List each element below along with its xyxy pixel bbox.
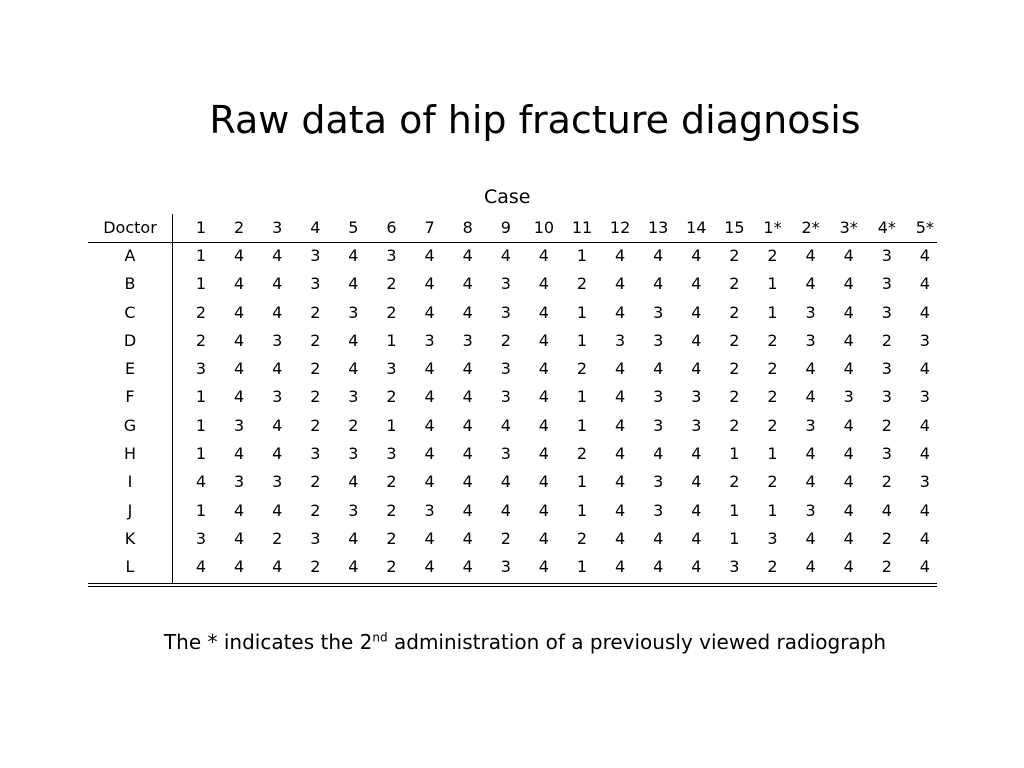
table-row bbox=[88, 299, 937, 327]
table-cell: 1 bbox=[576, 302, 588, 322]
table-cell: 4 bbox=[843, 557, 854, 577]
table-cell: 3 bbox=[500, 274, 511, 294]
case-column-header: 4 bbox=[310, 218, 321, 237]
table-cell: 4 bbox=[615, 274, 626, 294]
table-cell: 4 bbox=[424, 444, 435, 464]
table-cell: 1 bbox=[767, 274, 778, 294]
table-cell: 4 bbox=[691, 302, 702, 322]
table-cell: 4 bbox=[424, 302, 435, 322]
table-cell: 4 bbox=[843, 302, 854, 322]
table-cell: 1 bbox=[195, 444, 207, 464]
case-column-header: 9 bbox=[500, 218, 511, 237]
doctor-label: I bbox=[127, 472, 133, 492]
table-cell: 4 bbox=[234, 359, 245, 379]
doctor-label: G bbox=[123, 415, 137, 435]
doctor-label: H bbox=[123, 444, 137, 464]
table-cell: 4 bbox=[272, 246, 283, 265]
table-cell: 1 bbox=[729, 444, 740, 464]
case-column-header: 15 bbox=[724, 218, 745, 237]
table-cell: 4 bbox=[462, 274, 473, 294]
table-cell: 4 bbox=[615, 415, 626, 435]
table-cell: 4 bbox=[615, 387, 626, 407]
table-cell: 2 bbox=[500, 330, 511, 350]
table-cell: 4 bbox=[919, 500, 930, 520]
footnote-text-after: administration of a previously viewed radiograph bbox=[387, 630, 887, 654]
doctor-label: L bbox=[125, 557, 135, 577]
table-cell: 3 bbox=[310, 274, 321, 294]
case-column-header: 14 bbox=[686, 218, 707, 237]
table-cell: 4 bbox=[272, 274, 283, 294]
table-cell: 3 bbox=[195, 528, 207, 548]
table-cell: 4 bbox=[691, 246, 702, 265]
table-cell: 4 bbox=[272, 444, 283, 464]
table-cell: 3 bbox=[653, 472, 664, 492]
table-cell: 3 bbox=[348, 500, 359, 520]
table-cell: 2 bbox=[386, 472, 397, 492]
table-cell: 3 bbox=[348, 387, 359, 407]
table-cell: 2 bbox=[310, 415, 321, 435]
table-cell: 4 bbox=[843, 472, 854, 492]
table-cell: 2 bbox=[767, 415, 778, 435]
table-cell: 1 bbox=[195, 246, 207, 265]
table-cell: 4 bbox=[653, 246, 664, 265]
table-cell: 2 bbox=[272, 528, 283, 548]
table-cell: 4 bbox=[615, 528, 626, 548]
table-cell: 3 bbox=[272, 472, 283, 492]
table-cell: 4 bbox=[615, 302, 626, 322]
table-cell: 4 bbox=[234, 246, 245, 265]
doctor-column-header: Doctor bbox=[103, 218, 157, 237]
table-cell: 3 bbox=[653, 387, 664, 407]
table-cell: 4 bbox=[234, 444, 245, 464]
table-cell: 2 bbox=[729, 274, 740, 294]
table-cell: 4 bbox=[424, 359, 435, 379]
table-cell: 3 bbox=[424, 500, 435, 520]
table-cell: 4 bbox=[843, 415, 854, 435]
table-cell: 4 bbox=[805, 472, 816, 492]
doctor-label: F bbox=[125, 387, 135, 407]
case-column-header: 1* bbox=[763, 218, 782, 237]
table-cell: 4 bbox=[843, 500, 854, 520]
table-cell: 2 bbox=[767, 387, 778, 407]
table-cell: 1 bbox=[767, 500, 778, 520]
table-cell: 4 bbox=[424, 246, 435, 265]
table-row bbox=[88, 412, 937, 440]
table-cell: 2 bbox=[729, 302, 740, 322]
table-cell: 2 bbox=[729, 330, 740, 350]
table-cell: 4 bbox=[348, 472, 359, 492]
table-cell: 2 bbox=[576, 444, 588, 464]
table-cell: 4 bbox=[462, 246, 473, 265]
table-cell: 4 bbox=[805, 444, 816, 464]
table-cell: 2 bbox=[500, 528, 511, 548]
table-cell: 4 bbox=[424, 557, 435, 577]
table-cell: 3 bbox=[805, 500, 816, 520]
table-cell: 4 bbox=[538, 246, 549, 265]
table-cell: 4 bbox=[843, 274, 854, 294]
table-cell: 3 bbox=[500, 387, 511, 407]
case-column-header: 6 bbox=[386, 218, 397, 237]
table-cell: 4 bbox=[653, 359, 664, 379]
table-cell: 2 bbox=[881, 415, 892, 435]
table-cell: 2 bbox=[310, 302, 321, 322]
table-cell: 4 bbox=[615, 246, 626, 265]
table-cell: 3 bbox=[729, 557, 740, 577]
doctor-label: A bbox=[124, 246, 136, 265]
table-cell: 2 bbox=[195, 330, 207, 350]
table-cell: 4 bbox=[462, 359, 473, 379]
table-cell: 4 bbox=[348, 274, 359, 294]
table-cell: 4 bbox=[919, 274, 930, 294]
table-cell: 4 bbox=[195, 557, 207, 577]
table-row bbox=[88, 525, 937, 553]
doctor-label: K bbox=[124, 528, 136, 548]
table-cell: 4 bbox=[615, 444, 626, 464]
case-column-group-label: Case bbox=[484, 186, 531, 208]
table-cell: 4 bbox=[462, 528, 473, 548]
table-cell: 1 bbox=[195, 274, 207, 294]
table-cell: 1 bbox=[767, 444, 778, 464]
table-cell: 4 bbox=[805, 387, 816, 407]
table-cell: 2 bbox=[767, 330, 778, 350]
table-cell: 3 bbox=[919, 330, 930, 350]
table-cell: 4 bbox=[424, 528, 435, 548]
table-cell: 4 bbox=[919, 246, 930, 265]
table-cell: 4 bbox=[462, 500, 473, 520]
table-cell: 3 bbox=[348, 444, 359, 464]
table-cell: 4 bbox=[348, 246, 359, 265]
doctor-label: J bbox=[127, 500, 133, 520]
table-cell: 4 bbox=[843, 246, 854, 265]
table-cell: 3 bbox=[691, 387, 702, 407]
case-column-header: 3 bbox=[272, 218, 283, 237]
table-cell: 4 bbox=[462, 444, 473, 464]
table-cell: 4 bbox=[843, 528, 854, 548]
table-cell: 4 bbox=[348, 528, 359, 548]
table-cell: 4 bbox=[462, 415, 473, 435]
table-cell: 4 bbox=[805, 246, 816, 265]
table-cell: 4 bbox=[805, 528, 816, 548]
table-cell: 3 bbox=[310, 246, 321, 265]
table-cell: 2 bbox=[729, 472, 740, 492]
table-cell: 4 bbox=[615, 557, 626, 577]
table-cell: 3 bbox=[919, 387, 930, 407]
table-cell: 1 bbox=[195, 415, 207, 435]
table-cell: 3 bbox=[881, 302, 892, 322]
table-cell: 4 bbox=[538, 557, 549, 577]
case-column-header: 1 bbox=[195, 218, 207, 237]
table-cell: 4 bbox=[805, 359, 816, 379]
table-cell: 4 bbox=[691, 274, 702, 294]
table-cell: 1 bbox=[729, 528, 740, 548]
table-cell: 4 bbox=[462, 557, 473, 577]
table-cell: 4 bbox=[653, 557, 664, 577]
table-cell: 4 bbox=[691, 500, 702, 520]
table-cell: 4 bbox=[462, 302, 473, 322]
table-cell: 2 bbox=[729, 415, 740, 435]
table-cell: 2 bbox=[310, 557, 321, 577]
table-cell: 3 bbox=[919, 472, 930, 492]
table-cell: 4 bbox=[424, 387, 435, 407]
table-cell: 3 bbox=[615, 330, 626, 350]
table-cell: 4 bbox=[691, 557, 702, 577]
table-cell: 2 bbox=[729, 359, 740, 379]
table-cell: 2 bbox=[348, 415, 359, 435]
table-cell: 4 bbox=[272, 302, 283, 322]
table-cell: 4 bbox=[348, 359, 359, 379]
table-cell: 4 bbox=[691, 444, 702, 464]
case-column-header: 5 bbox=[348, 218, 359, 237]
table-cell: 3 bbox=[805, 415, 816, 435]
table-cell: 4 bbox=[234, 557, 245, 577]
footnote-superscript: nd bbox=[372, 630, 388, 645]
table-cell: 3 bbox=[195, 359, 207, 379]
table-cell: 2 bbox=[767, 246, 778, 265]
table-cell: 1 bbox=[576, 500, 588, 520]
doctor-label: B bbox=[124, 274, 136, 294]
bottom-rule bbox=[88, 583, 937, 584]
table-cell: 2 bbox=[386, 302, 397, 322]
table-cell: 4 bbox=[272, 500, 283, 520]
table-cell: 4 bbox=[424, 274, 435, 294]
table-cell: 4 bbox=[843, 330, 854, 350]
footnote bbox=[0, 630, 1024, 654]
diagnosis-table bbox=[88, 214, 937, 582]
table-cell: 4 bbox=[615, 472, 626, 492]
table-cell: 4 bbox=[691, 330, 702, 350]
table-cell: 4 bbox=[234, 528, 245, 548]
table-cell: 2 bbox=[386, 557, 397, 577]
table-cell: 3 bbox=[234, 472, 245, 492]
table-cell: 3 bbox=[653, 500, 664, 520]
case-column-header: 5* bbox=[915, 218, 934, 237]
table-cell: 2 bbox=[310, 500, 321, 520]
table-row bbox=[88, 553, 937, 581]
case-column-header: 2* bbox=[801, 218, 820, 237]
case-column-header: 4* bbox=[877, 218, 896, 237]
table-cell: 3 bbox=[310, 444, 321, 464]
table-cell: 2 bbox=[729, 246, 740, 265]
table-cell: 1 bbox=[386, 330, 397, 350]
table-cell: 4 bbox=[538, 274, 549, 294]
table-cell: 3 bbox=[881, 444, 892, 464]
slide-title: Raw data of hip fracture diagnosis bbox=[209, 98, 861, 142]
table-cell: 4 bbox=[234, 387, 245, 407]
table-cell: 2 bbox=[576, 274, 588, 294]
table-cell: 4 bbox=[615, 359, 626, 379]
table-cell: 3 bbox=[653, 302, 664, 322]
doctor-label: C bbox=[124, 302, 136, 322]
table-cell: 2 bbox=[729, 387, 740, 407]
table-cell: 4 bbox=[538, 302, 549, 322]
table-cell: 2 bbox=[386, 387, 397, 407]
bottom-rule-second bbox=[88, 586, 937, 587]
table-cell: 4 bbox=[272, 415, 283, 435]
table-row bbox=[88, 497, 937, 525]
table-cell: 2 bbox=[881, 330, 892, 350]
table-cell: 4 bbox=[462, 387, 473, 407]
table-row bbox=[88, 327, 937, 355]
table-row bbox=[88, 468, 937, 496]
table-cell: 3 bbox=[881, 387, 892, 407]
table-cell: 2 bbox=[310, 472, 321, 492]
table-cell: 3 bbox=[386, 359, 397, 379]
table-cell: 4 bbox=[538, 387, 549, 407]
table-cell: 1 bbox=[729, 500, 740, 520]
table-cell: 3 bbox=[272, 330, 283, 350]
table-cell: 4 bbox=[500, 415, 511, 435]
table-cell: 4 bbox=[805, 557, 816, 577]
table-header-row bbox=[88, 214, 937, 242]
case-column-header: 2 bbox=[234, 218, 245, 237]
table-cell: 1 bbox=[386, 415, 397, 435]
table-cell: 3 bbox=[500, 359, 511, 379]
case-column-header: 7 bbox=[424, 218, 435, 237]
table-cell: 4 bbox=[500, 472, 511, 492]
table-cell: 4 bbox=[843, 359, 854, 379]
table-cell: 4 bbox=[919, 557, 930, 577]
table-cell: 4 bbox=[919, 415, 930, 435]
table-cell: 4 bbox=[919, 528, 930, 548]
table-cell: 4 bbox=[538, 330, 549, 350]
table-cell: 4 bbox=[424, 472, 435, 492]
table-cell: 1 bbox=[195, 500, 207, 520]
table-cell: 4 bbox=[805, 274, 816, 294]
table-cell: 4 bbox=[615, 500, 626, 520]
table-cell: 1 bbox=[576, 387, 588, 407]
table-cell: 3 bbox=[310, 528, 321, 548]
table-cell: 2 bbox=[881, 472, 892, 492]
table-cell: 4 bbox=[538, 444, 549, 464]
table-cell: 2 bbox=[386, 528, 397, 548]
table-cell: 4 bbox=[538, 500, 549, 520]
table-cell: 3 bbox=[691, 415, 702, 435]
table-cell: 4 bbox=[234, 274, 245, 294]
table-cell: 3 bbox=[653, 415, 664, 435]
table-cell: 4 bbox=[691, 359, 702, 379]
table-cell: 2 bbox=[310, 387, 321, 407]
table-cell: 4 bbox=[538, 472, 549, 492]
table-cell: 3 bbox=[805, 330, 816, 350]
table-cell: 4 bbox=[691, 472, 702, 492]
table-cell: 1 bbox=[195, 387, 207, 407]
table-cell: 4 bbox=[653, 444, 664, 464]
table-cell: 2 bbox=[767, 359, 778, 379]
table-cell: 4 bbox=[234, 302, 245, 322]
table-cell: 4 bbox=[272, 557, 283, 577]
doctor-label: E bbox=[124, 359, 136, 379]
table-row bbox=[88, 242, 937, 270]
table-cell: 4 bbox=[919, 302, 930, 322]
table-cell: 4 bbox=[195, 472, 207, 492]
table-cell: 2 bbox=[310, 359, 321, 379]
table-cell: 3 bbox=[881, 274, 892, 294]
table-cell: 2 bbox=[386, 274, 397, 294]
case-column-header: 12 bbox=[609, 218, 631, 237]
table-cell: 4 bbox=[653, 274, 664, 294]
table-cell: 3 bbox=[767, 528, 778, 548]
table-cell: 4 bbox=[234, 330, 245, 350]
table-cell: 2 bbox=[767, 472, 778, 492]
table-cell: 4 bbox=[653, 528, 664, 548]
table-cell: 3 bbox=[272, 387, 283, 407]
case-column-header: 11 bbox=[571, 218, 593, 237]
footnote-text-before: The * indicates the 2 bbox=[163, 630, 373, 654]
table-cell: 4 bbox=[538, 528, 549, 548]
case-column-header: 8 bbox=[462, 218, 473, 237]
table-cell: 3 bbox=[234, 415, 245, 435]
table-cell: 2 bbox=[881, 528, 892, 548]
table-cell: 3 bbox=[386, 444, 397, 464]
table-cell: 2 bbox=[576, 528, 588, 548]
table-cell: 2 bbox=[767, 557, 778, 577]
case-column-header: 10 bbox=[533, 218, 555, 237]
table-cell: 1 bbox=[576, 246, 588, 265]
table-cell: 2 bbox=[310, 330, 321, 350]
table-cell: 1 bbox=[576, 557, 588, 577]
case-column-header: 13 bbox=[648, 218, 669, 237]
table-cell: 1 bbox=[767, 302, 778, 322]
table-cell: 1 bbox=[576, 415, 588, 435]
table-cell: 4 bbox=[234, 500, 245, 520]
table-cell: 1 bbox=[576, 330, 588, 350]
table-cell: 3 bbox=[500, 444, 511, 464]
table-cell: 2 bbox=[881, 557, 892, 577]
table-cell: 3 bbox=[500, 557, 511, 577]
table-cell: 4 bbox=[348, 330, 359, 350]
table-cell: 3 bbox=[424, 330, 435, 350]
table-cell: 3 bbox=[881, 359, 892, 379]
table-row bbox=[88, 440, 937, 468]
table-cell: 3 bbox=[805, 302, 816, 322]
table-cell: 4 bbox=[691, 528, 702, 548]
table-cell: 2 bbox=[576, 359, 588, 379]
table-cell: 4 bbox=[919, 444, 930, 464]
table-cell: 4 bbox=[500, 500, 511, 520]
table-cell: 3 bbox=[348, 302, 359, 322]
doctor-label: D bbox=[123, 330, 137, 350]
table-cell: 3 bbox=[462, 330, 473, 350]
table-cell: 3 bbox=[500, 302, 511, 322]
table-cell: 4 bbox=[348, 557, 359, 577]
table-cell: 4 bbox=[538, 415, 549, 435]
table-row bbox=[88, 270, 937, 298]
table-cell: 4 bbox=[424, 415, 435, 435]
table-cell: 4 bbox=[538, 359, 549, 379]
table-cell: 3 bbox=[653, 330, 664, 350]
table-cell: 4 bbox=[462, 472, 473, 492]
table-cell: 3 bbox=[881, 246, 892, 265]
table-cell: 2 bbox=[195, 302, 207, 322]
table-cell: 4 bbox=[500, 246, 511, 265]
table-row bbox=[88, 383, 937, 411]
table-cell: 2 bbox=[386, 500, 397, 520]
table-cell: 1 bbox=[576, 472, 588, 492]
table-cell: 4 bbox=[843, 444, 854, 464]
table-cell: 3 bbox=[843, 387, 854, 407]
table-cell: 4 bbox=[881, 500, 892, 520]
case-column-header: 3* bbox=[839, 218, 858, 237]
table-cell: 4 bbox=[919, 359, 930, 379]
table-cell: 4 bbox=[272, 359, 283, 379]
table-row bbox=[88, 355, 937, 383]
table-cell: 3 bbox=[386, 246, 397, 265]
